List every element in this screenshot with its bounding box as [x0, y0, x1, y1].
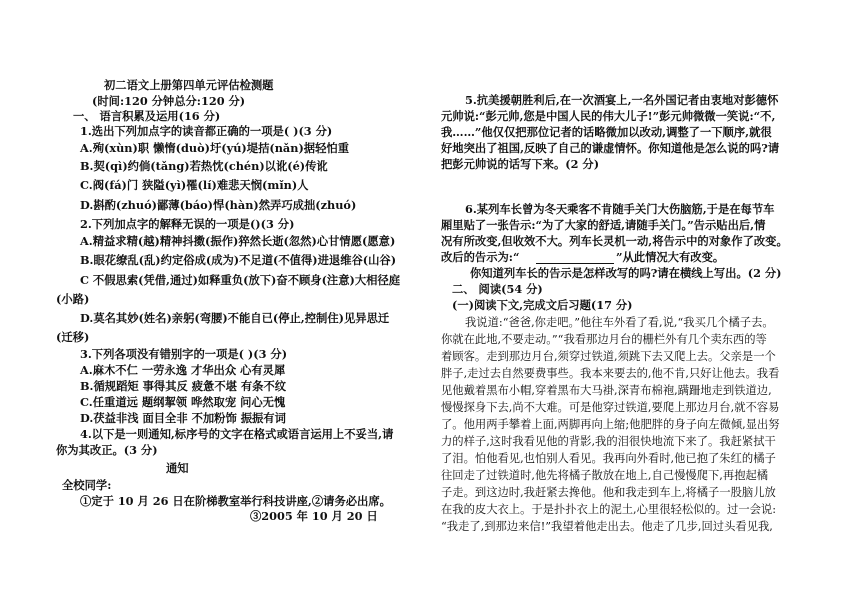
- reading-line-1: 我说道:“爸爸,你走吧。”他往车外看了看,说,“我买几个橘子去。: [465, 316, 774, 329]
- question-2-option-c: C 不假思索(凭借,通过)如释重负(放下)奋不顾身(注意)大相径庭: [80, 273, 401, 287]
- question-6-line-1: 6.某列车长曾为冬天乘客不肯随手关门大伤脑筋,于是在每节车: [465, 202, 775, 216]
- notice-title: 通知: [166, 461, 189, 475]
- notice-salutation: 全校同学:: [62, 478, 112, 492]
- question-1-option-d: D.斟酌(zhuó)鄙薄(báo)悍(hàn)然弄巧成拙(zhuó): [80, 198, 357, 212]
- section-heading-1: 一、 语言积累及运用(16 分): [73, 109, 221, 123]
- question-6-line-2: 厢里贴了一张告示:“为了大家的舒适,请随手关门。”告示贴出后,情: [441, 218, 766, 232]
- reading-line-11: 子走。到这边时,我赶紧去搀他。他和我走到车上,将橘子一股脑儿放: [441, 486, 776, 499]
- question-3-stem: 3.下列各项没有错别字的一项是( )(3 分): [80, 347, 288, 361]
- question-3-option-d: D.茯益非浅 面目全非 不加粉饰 振振有词: [80, 411, 286, 425]
- question-3-option-b: B.循规蹈矩 事得其反 疲惫不堪 有条不纹: [80, 379, 287, 393]
- question-4-stem: 4.以下是一则通知,标序号的文字在格式或语言运用上不妥当,请: [80, 427, 394, 441]
- question-2-option-d: D.莫名其妙(姓名)亲躬(弯腰)不能自已(停止,控制住)见异思迁: [80, 311, 390, 325]
- notice-date: ③2005 年 10 月 20 日: [250, 509, 378, 523]
- question-3-option-c: C.任重道远 题纲挈领 哗然取宠 问心无愧: [80, 395, 286, 409]
- reading-line-4: 胖子,走过去自然要费事些。我本来要去的,他不肯,只好让他去。我看: [441, 367, 780, 380]
- question-1-option-c: C.阀(fá)门 狭隘(yì)罹(lí)难悲天悯(mǐn)人: [80, 178, 309, 192]
- question-5-line-1: 5.抗美援朝胜利后,在一次酒宴上,一名外国记者由衷地对彭德怀: [465, 93, 779, 107]
- question-2-option-b: B.眼花缭乱(乱)约定俗成(成为)不足道(不值得)进退维谷(山谷): [80, 253, 397, 267]
- question-6-line-5: 你知道列车长的告示是怎样改写的吗?请在横线上写出。(2 分): [470, 266, 782, 280]
- question-5-line-5: 把彭元帅说的话写下来。(2 分): [441, 157, 600, 171]
- answer-blank[interactable]: [536, 263, 614, 264]
- question-1-stem: 1.选出下列加点字的读音都正确的一项是( )(3 分): [80, 124, 333, 138]
- exam-title: 初二语文上册第四单元评估检测题: [104, 78, 274, 92]
- reading-line-8: 力的样子,这时我看见他的背影,我的泪很快地流下来了。我赶紧拭干: [441, 435, 776, 448]
- reading-line-2: 你就在此地,不要走动。”“我看那边月台的栅栏外有几个卖东西的等: [441, 333, 767, 346]
- question-1-option-b: B.契(qì)约倘(tǎng)若热忱(chén)以讹(é)传讹: [80, 159, 328, 173]
- notice-body: ①定于 10 月 26 日在阶梯教室举行科技讲座,②请务必出席。: [80, 494, 391, 508]
- reading-line-13: “我走了,到那边来信!”我望着他走出去。他走了几步,回过头看见我,: [441, 520, 773, 533]
- exam-time: (时间:120 分钟总分:120 分): [92, 94, 246, 108]
- question-5-line-3: 我……”他仅仅把那位记者的话略微加以改动,调整了一下顺序,就很: [441, 125, 772, 139]
- question-2-option-c-cont: (小路): [56, 292, 90, 306]
- reading-line-9: 了泪。怕他看见,也怕别人看见。我再向外看时,他已抱了朱红的橘子: [441, 452, 776, 465]
- question-5-line-2: 元帅说:“彭元帅,您是中国人民的伟大儿子!”彭元帅微微一笑说:“不,: [441, 109, 776, 123]
- question-2-option-a: A.精益求精(越)精神抖擞(振作)猝然长逝(忽然)心甘情愿(愿意): [80, 234, 396, 248]
- question-5-line-4: 好地突出了祖国,反映了自己的谦虚情怀。你知道他是怎么说的吗?请: [441, 141, 780, 155]
- question-2-stem: 2.下列加点字的解释无误的一项是()(3 分): [80, 217, 295, 231]
- reading-line-6: 慢慢探身下去,尚不大难。可是他穿过铁道,要爬上那边月台,就不容易: [441, 401, 780, 414]
- question-6-line-3: 况有所改变,但收效不大。列车长灵机一动,将告示中的对象作了改变。: [441, 234, 788, 248]
- reading-line-3: 着顾客。走到那边月台,须穿过铁道,须跳下去又爬上去。父亲是一个: [441, 350, 776, 363]
- reading-line-5: 见他戴着黑布小帽,穿着黑布大马褂,深青布棉袍,蹒跚地走到铁道边,: [441, 384, 772, 397]
- reading-line-7: 了。他用两手攀着上面,两脚再向上缩;他肥胖的身子向左微倾,显出努: [441, 418, 780, 431]
- question-1-option-a: A.殉(xùn)职 懒惰(duò)圩(yú)堤拮(nǎn)据轻怕重: [80, 141, 349, 155]
- question-6-line-4a: 改后的告示为:“: [441, 250, 520, 264]
- question-2-option-d-cont: (迁移): [56, 330, 90, 344]
- reading-header: (一)阅读下文,完成文后习题(17 分): [452, 298, 633, 312]
- reading-line-10: 往回走了过铁道时,他先将橘子散放在地上,自己慢慢爬下,再抱起橘: [441, 469, 769, 482]
- question-4-stem-cont: 你为其改正。(3 分): [56, 443, 158, 457]
- section-heading-2: 二、 阅读(54 分): [452, 282, 543, 296]
- reading-line-12: 在我的皮大衣上。于是扑扑衣上的泥土,心里很轻松似的。过一会说:: [441, 503, 777, 516]
- question-3-option-a: A.麻木不仁 一劳永逸 才华出众 心有灵犀: [80, 363, 286, 377]
- question-6-line-4b: ”从此情况大有改变。: [616, 250, 725, 264]
